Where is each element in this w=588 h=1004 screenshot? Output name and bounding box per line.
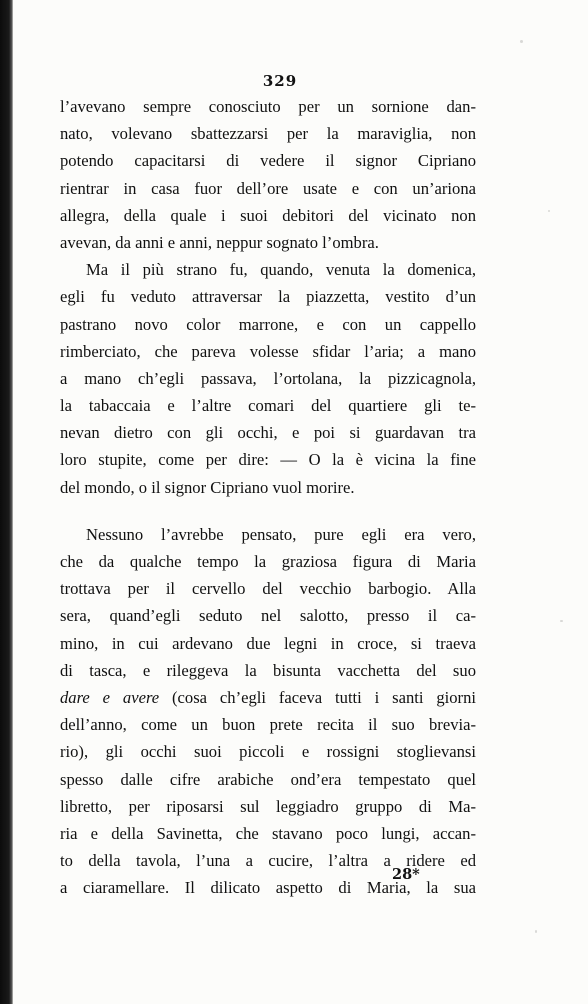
paper-speckle bbox=[560, 620, 563, 622]
text-line: spesso dalle cifre arabiche ond’era tempestato quel bbox=[60, 769, 476, 789]
text-line: avevan, da anni e anni, neppur sognato l’ombra. bbox=[60, 232, 379, 252]
text-line: sera, quand’egli seduto nel salotto, presso il ca- bbox=[60, 606, 476, 626]
text-line: rio), gli occhi suoi piccoli e rossigni stoglievansi bbox=[60, 742, 476, 762]
text-line: ria e della Savinetta, che stavano poco lungi, accan- bbox=[60, 823, 476, 843]
text-line: potendo capacitarsi di vedere il signor Cipriano bbox=[60, 151, 476, 171]
text-line: mino, in cui ardevano due legni in croce, si traeva bbox=[60, 633, 476, 653]
text-line: to della tavola, l’una a cucire, l’altra a ridere ed bbox=[60, 851, 476, 871]
body-text bbox=[60, 93, 476, 901]
text-line: loro stupite, come per dire: — O la è vicina la fine bbox=[60, 450, 476, 470]
paper-speckle bbox=[520, 40, 523, 43]
text-line: nevan dietro con gli occhi, e poi si guardavan tra bbox=[60, 423, 476, 443]
signature-mark: 28* bbox=[392, 866, 420, 883]
text-line: egli fu veduto attraversar la piazzetta, vestito d’un bbox=[60, 287, 476, 307]
paper-speckle bbox=[548, 210, 550, 212]
paragraph-break bbox=[60, 501, 476, 521]
text-line: trottava per il cervello del vecchio barbogio. Alla bbox=[60, 579, 476, 599]
paper-speckle bbox=[535, 930, 537, 933]
text-line: del mondo, o il signor Cipriano vuol morire. bbox=[60, 477, 355, 497]
text-line: a mano ch’egli passava, l’ortolana, la pizzicagnola, bbox=[60, 368, 476, 388]
text-line: l’avevano sempre conosciuto per un sornione dan- bbox=[60, 97, 476, 116]
text-line: rimberciato, che pareva volesse sfidar l’aria; a mano bbox=[60, 341, 476, 361]
text-line: libretto, per riposarsi sul leggiadro gruppo di Ma- bbox=[60, 796, 476, 816]
italic-phrase: dare e avere bbox=[60, 687, 160, 707]
binding-shadow bbox=[0, 0, 13, 1004]
text-line: rientrar in casa fuor dell’ore usate e con un’ariona bbox=[60, 178, 476, 198]
text-line: Ma il più strano fu, quando, venuta la domenica, bbox=[86, 260, 476, 280]
text-line: allegra, della quale i suoi debitori del vicinato non bbox=[60, 205, 476, 225]
text-line-with-italic bbox=[60, 684, 476, 711]
text-line-rest: (cosa ch’egli faceva tutti i santi giorni bbox=[159, 687, 476, 707]
text-line: di tasca, e rileggeva la bisunta vacchetta del suo bbox=[60, 660, 476, 680]
text-line: Nessuno l’avrebbe pensato, pure egli era vero, bbox=[86, 524, 476, 544]
page-number: 329 bbox=[262, 72, 298, 90]
text-line: nato, volevano sbattezzarsi per la maraviglia, non bbox=[60, 124, 476, 144]
text-line: pastrano novo color marrone, e con un cappello bbox=[60, 314, 476, 334]
text-line: dell’anno, come un buon prete recita il suo brevia- bbox=[60, 715, 476, 735]
text-line: che da qualche tempo la graziosa figura di Maria bbox=[60, 552, 476, 571]
text-line: la tabaccaia e l’altre comari del quartiere gli te- bbox=[60, 396, 476, 416]
text-line: a ciaramellare. Il dilicato aspetto di Maria, la sua bbox=[60, 878, 476, 898]
